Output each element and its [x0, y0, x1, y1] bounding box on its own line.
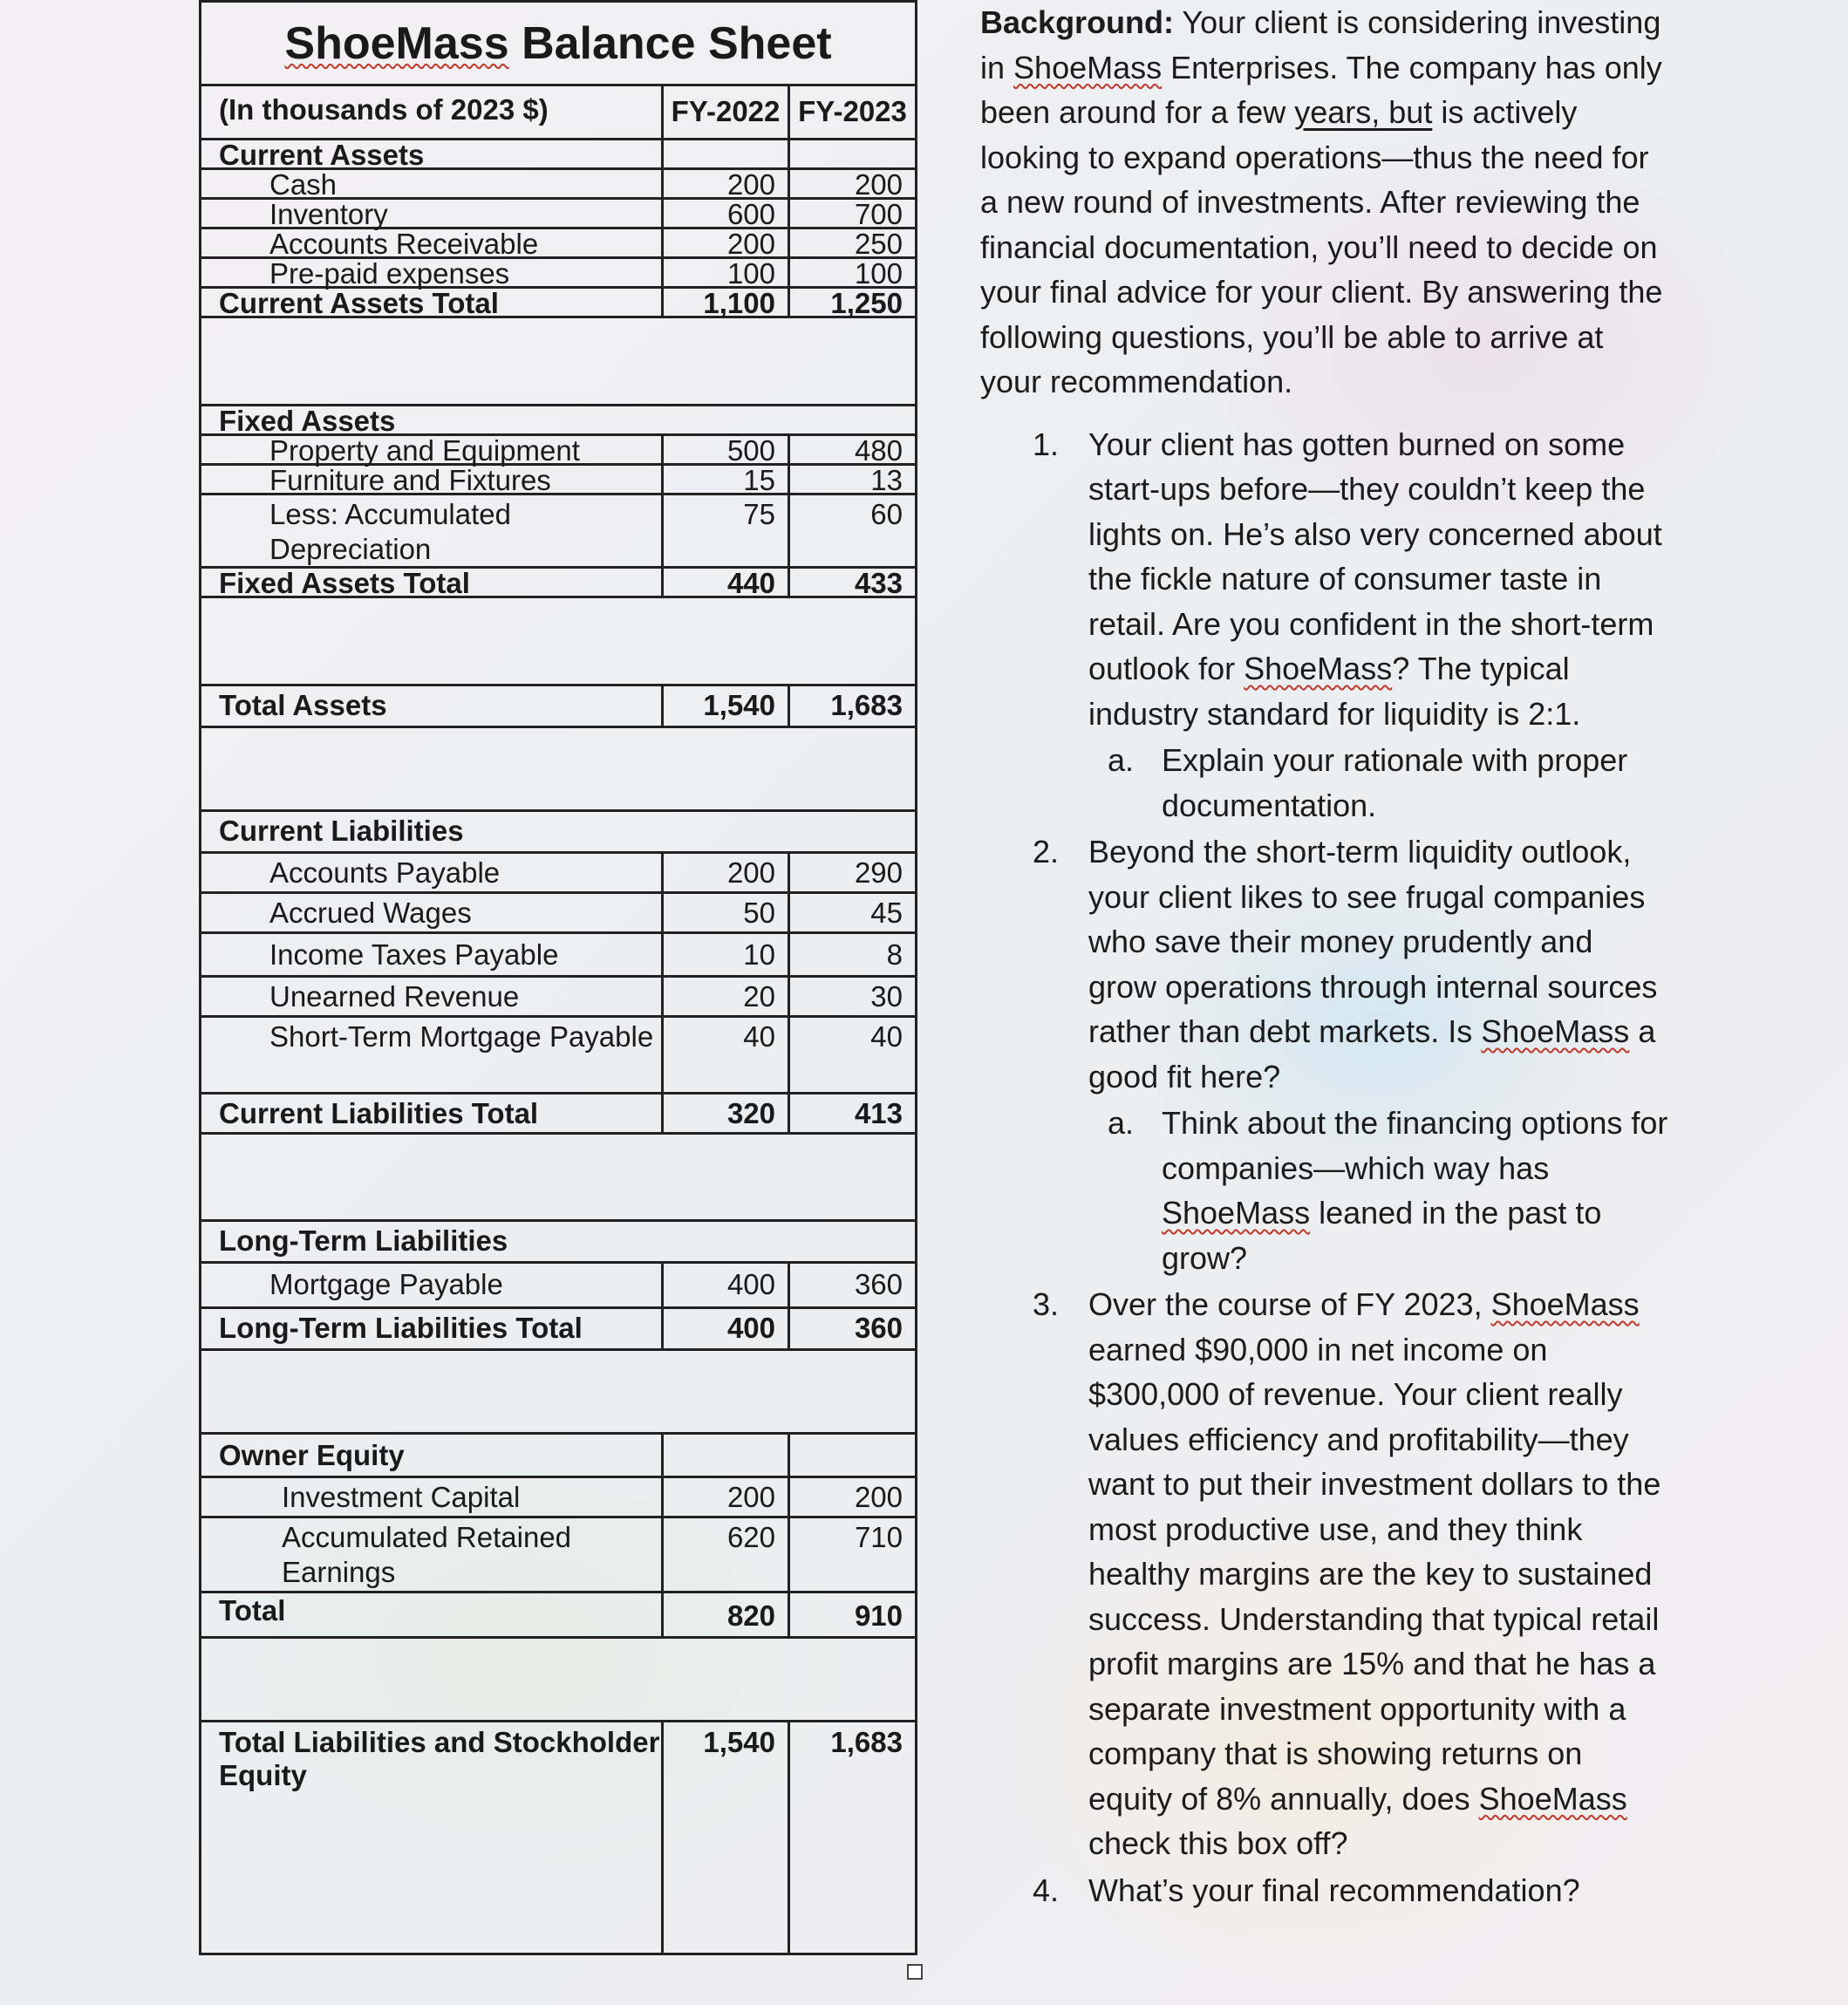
title-company-name: ShoeMass [284, 17, 509, 69]
value-fy2022: 20 [664, 978, 790, 1015]
value-fy2022: 320 [664, 1095, 790, 1132]
empty-cell [790, 1435, 915, 1476]
table-row [201, 436, 915, 466]
question-number: 3. [1033, 1286, 1060, 1322]
text-run: Explain your rationale with proper documentation. [1162, 742, 1628, 823]
value-fy2023: 30 [870, 980, 903, 1013]
question-2 [980, 829, 1669, 1099]
section-label: Current Liabilities [219, 815, 464, 847]
row-label: Total [201, 1593, 664, 1636]
text-run: Your client is considering investing in [980, 4, 1661, 85]
subquestion-letter: a. [1108, 742, 1135, 778]
section-header-owner-equity [201, 1435, 915, 1478]
value-fy2022: 100 [664, 259, 790, 286]
text-run: is actively looking to expand operations—thus the need for a new round of investments. After reviewing the financial documentation, you’ll need to decide on your final advice for your client. By answering the following questions, you’ll be able to arrive at your recommendation. [980, 94, 1663, 399]
company-name: ShoeMass [1481, 1013, 1630, 1049]
value-fy2023: 710 [854, 1521, 903, 1553]
row-label: Current Assets Total [201, 289, 664, 316]
text-run: Beyond the short-term liquidity outlook, your client likes to see frugal companies who save their money prudently and grow operations through internal sources rather than debt markets. Is [1088, 834, 1658, 1049]
row-label: Long-Term Liabilities Total [201, 1309, 664, 1348]
section-label: Long-Term Liabilities [219, 1224, 508, 1257]
spacer-row [201, 1351, 915, 1435]
value-fy2022: 440 [664, 569, 790, 596]
background-paragraph [980, 0, 1669, 405]
table-row [201, 200, 915, 229]
section-header-fixed-assets [201, 406, 915, 436]
row-label: Total Assets [201, 686, 664, 726]
value-fy2022: 40 [664, 1018, 790, 1092]
value-fy2022: 1,540 [664, 686, 790, 726]
table-title-row [201, 3, 915, 86]
value-fy2022: 400 [664, 1264, 790, 1306]
units-label: (In thousands of 2023 $) [201, 86, 664, 138]
company-name: ShoeMass [1478, 1780, 1627, 1817]
question-1a [980, 738, 1669, 828]
text-run: a good fit here? [1088, 1013, 1656, 1095]
total-row-current-liabilities [201, 1095, 915, 1135]
empty-cell [664, 1435, 790, 1476]
text-run: Enterprises. The company has only been around for a few [980, 49, 1662, 130]
table-row [201, 229, 915, 259]
table-row [201, 978, 915, 1018]
table-row [201, 894, 915, 934]
text-run: Over the course of FY 2023, [1088, 1286, 1491, 1322]
section-label: Owner Equity [201, 1435, 664, 1476]
spacer-row [201, 1639, 915, 1722]
value-fy2022: 15 [664, 466, 790, 493]
empty-cell [664, 140, 790, 167]
value-fy2022: 820 [664, 1593, 790, 1636]
spacer-row [201, 1135, 915, 1222]
row-label: Accrued Wages [201, 894, 664, 931]
question-2a [980, 1101, 1669, 1280]
total-liabilities-equity-row [201, 1722, 915, 1953]
table-row [201, 854, 915, 894]
value-fy2023: 200 [854, 168, 903, 201]
table-row [201, 495, 915, 569]
value-fy2023: 100 [854, 257, 903, 290]
col-header-fy2023: FY-2023 [798, 95, 907, 127]
total-row-fixed-assets [201, 569, 915, 598]
table-resize-handle[interactable] [907, 1964, 923, 1980]
row-label: Investment Capital [201, 1478, 664, 1516]
row-label: Income Taxes Payable [201, 934, 664, 975]
value-fy2023: 1,250 [830, 287, 903, 319]
text-run: Your client has gotten burned on some start-ups before—they couldn’t keep the lights on. He’s also very concerned about the fickle nature of consumer taste in retail. Are you confident in the short-term outlook for [1088, 426, 1662, 686]
company-name: ShoeMass [1013, 49, 1163, 85]
value-fy2023: 413 [854, 1097, 903, 1129]
value-fy2022: 200 [664, 229, 790, 256]
total-assets-row [201, 686, 915, 728]
company-name: ShoeMass [1162, 1195, 1311, 1231]
text-run: earned $90,000 in net income on $300,000 of revenue. Your client really values efficiency and profitability—they want to put their investment dollars to the most productive use, and they think healthy margins are the key to sustained success. Understanding that typical retail profit margins are 15% and that he has a separate investment opportunity with a company that is showing returns on equity of 8% annually, does [1088, 1331, 1661, 1817]
row-label: Fixed Assets Total [201, 569, 664, 596]
spacer-row [201, 598, 915, 686]
row-label: Furniture and Fixtures [201, 466, 664, 493]
table-row [201, 466, 915, 495]
value-fy2022: 75 [664, 495, 790, 566]
text-run: What’s your final recommendation? [1088, 1872, 1580, 1908]
text-run: leaned in the past to grow? [1162, 1195, 1602, 1276]
value-fy2022: 620 [664, 1518, 790, 1591]
row-label: Accounts Receivable [201, 229, 664, 256]
balance-sheet-table [199, 0, 917, 1955]
value-fy2023: 250 [854, 228, 903, 260]
value-fy2022: 1,100 [664, 289, 790, 316]
table-row [201, 1518, 915, 1593]
header-row [201, 86, 915, 140]
row-label: Cash [201, 170, 664, 197]
table-row [201, 1264, 915, 1309]
row-label: Less: Accumulated Depreciation [201, 495, 664, 566]
value-fy2022: 600 [664, 200, 790, 227]
text-run: check this box off? [1088, 1825, 1348, 1861]
section-header-current-liabilities [201, 812, 915, 854]
row-label: Total Liabilities and Stockholder Equity [201, 1722, 664, 1953]
value-fy2022: 1,540 [664, 1722, 790, 1953]
row-label: Unearned Revenue [201, 978, 664, 1015]
value-fy2022: 10 [664, 934, 790, 975]
underlined-text: years, but [1294, 94, 1433, 130]
col-header-fy2022: FY-2022 [664, 86, 790, 138]
spacer-row [201, 318, 915, 406]
question-3 [980, 1282, 1669, 1866]
text-run: ? The typical industry standard for liquidity is 2:1. [1088, 651, 1581, 732]
value-fy2023: 200 [854, 1481, 903, 1513]
company-name: ShoeMass [1490, 1286, 1640, 1322]
total-row-current-assets [201, 289, 915, 318]
value-fy2023: 360 [854, 1268, 903, 1300]
table-row [201, 1478, 915, 1518]
total-row-long-term-liabilities [201, 1309, 915, 1351]
value-fy2023: 433 [854, 567, 903, 599]
empty-cell [790, 140, 915, 167]
row-label: Short-Term Mortgage Payable [201, 1018, 664, 1092]
value-fy2023: 290 [854, 856, 903, 889]
value-fy2023: 8 [886, 938, 903, 971]
value-fy2023: 1,683 [830, 689, 903, 721]
value-fy2022: 400 [664, 1309, 790, 1348]
value-fy2023: 700 [854, 198, 903, 230]
table-row [201, 259, 915, 289]
row-label: Pre-paid expenses [201, 259, 664, 286]
value-fy2023: 60 [870, 498, 903, 530]
value-fy2023: 480 [854, 434, 903, 467]
question-4 [980, 1868, 1669, 1913]
value-fy2023: 40 [870, 1020, 903, 1053]
spacer-row [201, 728, 915, 812]
question-1 [980, 422, 1669, 737]
question-number: 4. [1033, 1872, 1060, 1908]
row-label: Mortgage Payable [201, 1264, 664, 1306]
table-row [201, 934, 915, 978]
value-fy2022: 500 [664, 436, 790, 463]
total-row-owner-equity [201, 1593, 915, 1639]
value-fy2023: 45 [870, 897, 903, 929]
section-label: Fixed Assets [219, 405, 396, 437]
text-run: Think about the financing options for companies—which way has [1162, 1105, 1668, 1186]
section-header-current-assets [201, 140, 915, 170]
value-fy2022: 200 [664, 854, 790, 891]
row-label: Inventory [201, 200, 664, 227]
table-row [201, 170, 915, 200]
question-number: 1. [1033, 426, 1060, 462]
value-fy2023: 360 [854, 1312, 903, 1344]
assignment-text [980, 0, 1669, 1913]
section-header-long-term-liabilities [201, 1222, 915, 1264]
value-fy2023: 1,683 [830, 1726, 903, 1758]
row-label: Accumulated Retained Earnings [201, 1518, 664, 1591]
row-label: Accounts Payable [201, 854, 664, 891]
row-label: Property and Equipment [201, 436, 664, 463]
table-row [201, 1018, 915, 1095]
background-label: Background: [980, 4, 1175, 40]
section-label: Current Assets [201, 140, 664, 167]
subquestion-letter: a. [1108, 1105, 1135, 1141]
value-fy2022: 200 [664, 1478, 790, 1516]
value-fy2022: 200 [664, 170, 790, 197]
value-fy2023: 910 [854, 1599, 903, 1632]
company-name: ShoeMass [1244, 651, 1393, 686]
table-title [201, 17, 915, 69]
value-fy2022: 50 [664, 894, 790, 931]
title-suffix: Balance Sheet [508, 17, 832, 69]
question-number: 2. [1033, 834, 1060, 870]
value-fy2023: 13 [870, 464, 903, 496]
row-label: Current Liabilities Total [201, 1095, 664, 1132]
